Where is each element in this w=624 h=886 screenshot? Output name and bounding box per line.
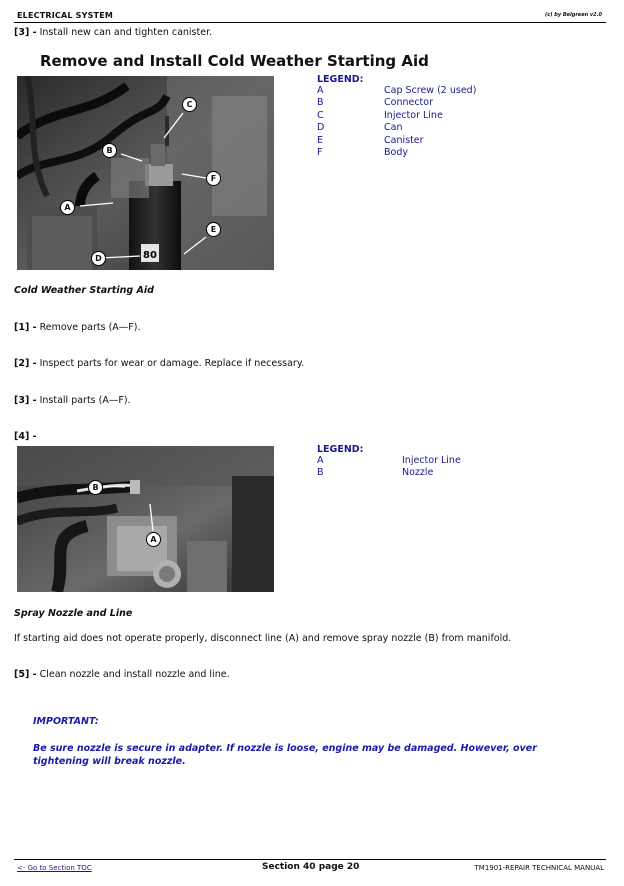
spray-nozzle-photo [17,446,274,592]
figure-1-caption: Cold Weather Starting Aid [14,285,154,296]
callout-d: D [91,251,106,266]
step-number: [4] - [14,431,37,442]
step-text: Install parts (A—F). [39,395,131,406]
step-four [14,431,37,442]
legend-title: LEGEND: [317,444,364,455]
legend-item: A Cap Screw (2 used) [317,85,477,96]
can-label: 80 [143,250,157,261]
step-inspect-parts [14,358,304,369]
legend-figure-1 [317,74,537,159]
step-remove-parts [14,322,141,333]
step-text: Remove parts (A—F). [39,322,141,333]
page-number: Section 40 page 20 [262,862,360,872]
important-text: Be sure nozzle is secure in adapter. If nozzle is loose, engine may be damaged. However, over tightening will break nozzle. [33,743,537,767]
legend-item: B Connector [317,97,433,109]
step-install-canister [14,27,212,38]
callout-b: B [102,143,117,158]
step-text: Clean nozzle and install nozzle and line. [39,669,230,680]
callout-a: A [146,532,161,547]
header-credit: (c) by Belgreen v2.0 [544,12,602,18]
callout-b: B [88,480,103,495]
step-clean-nozzle [14,669,230,680]
legend-item: A Injector Line [317,455,461,466]
page-title: Remove and Install Cold Weather Starting Aid [40,52,429,70]
figure-2-caption: Spray Nozzle and Line [14,608,133,619]
troubleshoot-paragraph: If starting aid does not operate properly, disconnect line (A) and remove spray nozzle (B) from manifold. [14,633,512,644]
step-number: [3] - [14,395,37,406]
callout-f: F [206,171,221,186]
step-number: [2] - [14,358,37,369]
starting-aid-photo [17,76,274,270]
legend-item: B Nozzle [317,467,434,479]
step-number: [5] - [14,669,37,680]
callout-e: E [206,222,221,237]
callout-a: A [60,200,75,215]
step-number: [1] - [14,322,37,333]
callout-c: C [182,97,197,112]
legend-title: LEGEND: [317,74,364,85]
step-text: Inspect parts for wear or damage. Replace if necessary. [39,358,305,369]
footer-divider [14,859,606,860]
section-toc-link[interactable]: <- Go to Section TOC [17,864,92,872]
legend-item: C Injector Line [317,109,443,121]
legend-figure-2 [317,444,537,480]
step-text: Install new can and tighten canister. [39,27,213,38]
manual-title: TM1901-REPAIR TECHNICAL MANUAL [474,864,604,872]
header-divider [14,22,606,23]
legend-item: F Body [317,146,408,158]
legend-item: D Can [317,122,403,134]
legend-item: E Canister [317,134,424,146]
step-number: [3] - [14,27,37,38]
step-install-parts [14,395,131,406]
section-header: ELECTRICAL SYSTEM [17,11,114,20]
important-label: IMPORTANT: [33,716,99,727]
